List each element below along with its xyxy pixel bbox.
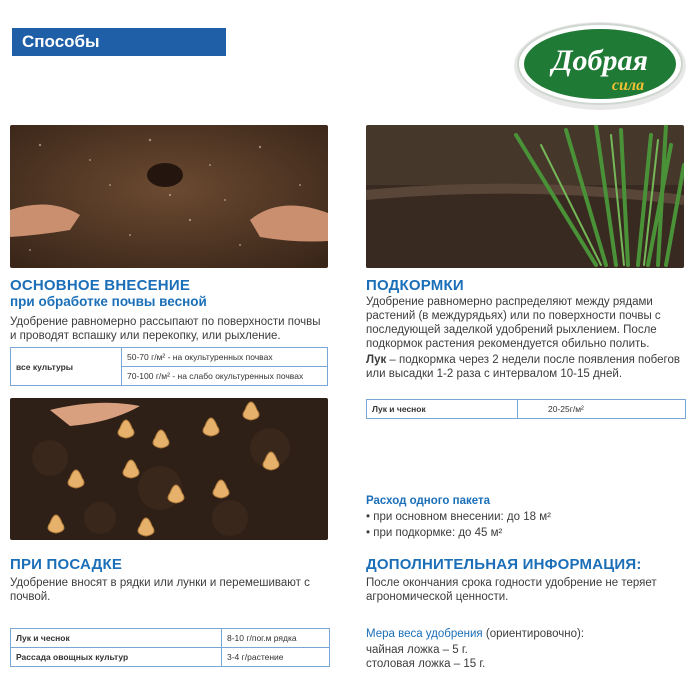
measure-item-2: столовая ложка – 15 г.: [366, 658, 486, 670]
feeding-rate-cell: 20-25г/м²: [518, 400, 686, 419]
feeding-onion-text: – подкормка через 2 недели после появления побегов или высадки 1-2 раза с интервалом 10-15 дней.: [366, 354, 680, 380]
measure-note: (ориентировочно):: [482, 628, 585, 640]
logo-main-text: Добрая: [552, 44, 648, 77]
consumption-item-2: • при подкормке: до 45 м²: [366, 527, 503, 539]
planting-section-title: ПРИ ПОСАДКЕ: [10, 556, 123, 573]
basic-rate-1: 50-70 г/м² - на окультуренных почвах: [122, 348, 328, 367]
feeding-section-title: ПОДКОРМКИ: [366, 277, 464, 294]
planting-bulbs-photo: [10, 398, 328, 540]
basic-crop-cell: все культуры: [11, 348, 122, 386]
basic-section-title: ОСНОВНОЕ ВНЕСЕНИЕ: [10, 277, 191, 294]
feeding-rate-table: [366, 399, 686, 419]
planting-crop-cell-2: Рассада овощных культур: [11, 648, 222, 667]
basic-rate-2: 70-100 г/м² - на слабо окультуренных почвах: [122, 367, 328, 386]
table-row: [11, 629, 330, 648]
consumption-title: Расход одного пакета: [366, 495, 491, 507]
table-row: [11, 648, 330, 667]
planting-crop-cell-1: Лук и чеснок: [11, 629, 222, 648]
onion-sprouts-photo: [366, 125, 684, 268]
extra-section-title: ДОПОЛНИТЕЛЬНАЯ ИНФОРМАЦИЯ:: [366, 556, 642, 573]
basic-section-subtitle: при обработке почвы весной: [10, 294, 207, 309]
measure-line: [366, 627, 584, 641]
feeding-onion-note: [366, 353, 690, 381]
planting-section-text: Удобрение вносят в рядки или лунки и перемешивают с почвой.: [10, 577, 310, 603]
extra-section-text: После окончания срока годности удобрение не теряет агрономической ценности.: [366, 577, 657, 603]
planting-rate-cell-1: 8-10 г/пог.м рядка: [222, 629, 330, 648]
brand-logo: [510, 18, 690, 118]
planting-rate-table: [10, 628, 330, 667]
measure-title: Мера веса удобрения: [366, 628, 483, 640]
feeding-onion-label: Лук: [366, 354, 387, 366]
feeding-section-text: Удобрение равномерно распределяют между рядами растений (в междурядьях) или по поверхности почвы с последующей заделкой удобрений рыхлением. После подкормок растения рекомендуется обильно полить.: [366, 296, 661, 350]
basic-section-text: Удобрение равномерно рассыпают по поверхности почвы и проводят вспашку или перекопку, или рыхление.: [10, 316, 321, 342]
page-header-title: Способы использования: [12, 28, 226, 56]
planting-rate-cell-2: 3-4 г/растение: [222, 648, 330, 667]
feeding-crop-cell: Лук и чеснок: [367, 400, 518, 419]
basic-rate-table: [10, 347, 328, 386]
measure-item-1: чайная ложка – 5 г.: [366, 644, 468, 656]
consumption-item-1: • при основном внесении: до 18 м²: [366, 511, 551, 523]
soil-hands-photo: [10, 125, 328, 268]
logo-sub-text: сила: [611, 77, 645, 94]
